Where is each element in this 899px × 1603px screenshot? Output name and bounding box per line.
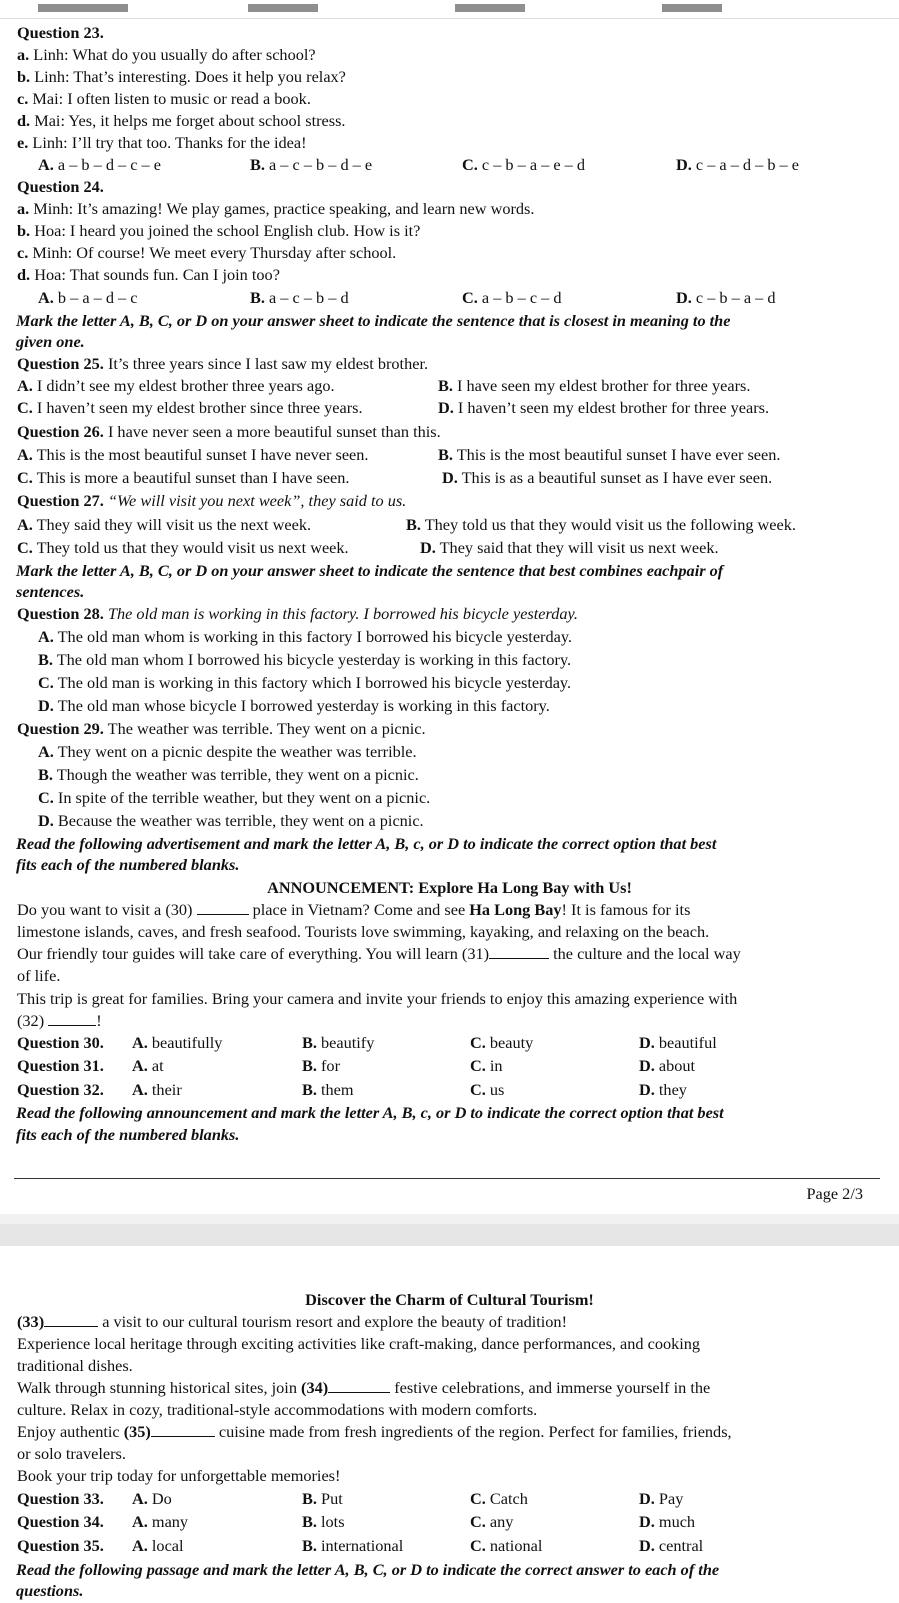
q23-line-e: e. Linh: I’ll try that too. Thanks for the idea! [17,133,307,152]
q27-option-d[interactable]: D. They said that they will visit us next week. [420,538,719,557]
q29-option-b[interactable]: B. Though the weather was terrible, they went on a picnic. [38,765,419,784]
instruction-closest-meaning: Mark the letter A, B, C, or D on your answer sheet to indicate the sentence that is closest in meaning to the [16,311,731,330]
instruction-passage: Read the following passage and mark the letter A, B, C, or D to indicate the correct answer to each of the [16,1560,720,1579]
question-33: Question 33. [17,1489,104,1508]
q30-option-c[interactable]: C. beauty [470,1033,534,1052]
q27-option-b[interactable]: B. They told us that they would visit us the following week. [406,515,796,534]
q28-option-a[interactable]: A. The old man whom is working in this factory I borrowed his bicycle yesterday. [38,627,573,646]
instruction-advertisement: Read the following advertisement and mark the letter A, B, c, or D to indicate the correct option that best [16,834,717,853]
q28-option-d[interactable]: D. The old man whose bicycle I borrowed yesterday is working in this factory. [38,696,550,715]
q25-option-d[interactable]: D. I haven’t seen my eldest brother for three years. [438,398,770,417]
q23-option-d[interactable]: D. c – a – d – b – e [676,155,799,174]
q23-option-c[interactable]: C. c – b – a – e – d [462,155,585,174]
q26-option-d[interactable]: D. This is as a beautiful sunset as I have ever seen. [442,468,773,487]
q30-option-a[interactable]: A. beautifully [132,1033,223,1052]
instruction-combine: Mark the letter A, B, C, or D on your answer sheet to indicate the sentence that best combines eachpair of [16,561,724,580]
q31-option-d[interactable]: D. about [639,1056,696,1075]
q31-option-a[interactable]: A. at [132,1056,164,1075]
q29-option-d[interactable]: D. Because the weather was terrible, they went on a picnic. [38,811,424,830]
q33-option-c[interactable]: C. Catch [470,1489,528,1508]
q24-option-d[interactable]: D. c – b – a – d [676,288,776,307]
instruction-combine-cont: sentences. [16,582,85,601]
q26-option-a[interactable]: A. This is the most beautiful sunset I have never seen. [17,445,369,464]
q35-option-d[interactable]: D. central [639,1536,704,1555]
q30-option-b[interactable]: B. beautify [302,1033,375,1052]
ad-line-3: Our friendly tour guides will take care of everything. You will learn (31) the culture and the local way [17,944,741,963]
q26-option-b[interactable]: B. This is the most beautiful sunset I have ever seen. [438,445,781,464]
q32-option-a[interactable]: A. their [132,1080,182,1099]
question-29: Question 29. The weather was terrible. They went on a picnic. [17,719,426,738]
instruction-announcement: Read the following announcement and mark the letter A, B, c, or D to indicate the correct option that best [16,1103,724,1122]
question-23-title: Question 23. [17,23,104,42]
question-26: Question 26. I have never seen a more beautiful sunset than this. [17,422,441,441]
ad-line-2: limestone islands, caves, and fresh seafood. Tourists love swimming, kayaking, and relaxing on the beach. [17,922,710,941]
question-27: Question 27. “We will visit you next week”, they said to us. [17,491,407,510]
q35-option-c[interactable]: C. national [470,1536,543,1555]
q24-line-d: d. Hoa: That sounds fun. Can I join too? [17,265,280,284]
ad-line-1: Do you want to visit a (30) place in Vietnam? Come and see Ha Long Bay! It is famous for its [17,900,691,919]
culture-line-6: Enjoy authentic (35) cuisine made from fresh ingredients of the region. Perfect for families, friends, [17,1422,732,1441]
q25-option-b[interactable]: B. I have seen my eldest brother for three years. [438,376,751,395]
question-28: Question 28. The old man is working in this factory. I borrowed his bicycle yesterday. [17,604,578,623]
q31-option-b[interactable]: B. for [302,1056,340,1075]
q23-option-a[interactable]: A. a – b – d – c – e [38,155,161,174]
q24-line-c: c. Minh: Of course! We meet every Thursday after school. [17,243,397,262]
q34-option-d[interactable]: D. much [639,1512,696,1531]
question-34: Question 34. [17,1512,104,1531]
culture-line-5: culture. Relax in cozy, traditional-style accommodations with modern comforts. [17,1400,538,1419]
question-25: Question 25. It’s three years since I last saw my eldest brother. [17,354,429,373]
question-30: Question 30. [17,1033,104,1052]
q23-line-c: c. Mai: I often listen to music or read a book. [17,89,311,108]
q35-option-a[interactable]: A. local [132,1536,184,1555]
q28-option-b[interactable]: B. The old man whom I borrowed his bicycle yesterday is working in this factory. [38,650,572,669]
question-32: Question 32. [17,1080,104,1099]
culture-line-4: Walk through stunning historical sites, join (34) festive celebrations, and immerse yourself in the [17,1378,711,1397]
q35-option-b[interactable]: B. international [302,1536,404,1555]
culture-line-1: (33) a visit to our cultural tourism resort and explore the beauty of tradition! [17,1312,567,1331]
q27-option-c[interactable]: C. They told us that they would visit us next week. [17,538,349,557]
ad-line-6: (32) ! [17,1011,102,1030]
q25-option-a[interactable]: A. I didn’t see my eldest brother three years ago. [17,376,335,395]
q33-option-a[interactable]: A. Do [132,1489,172,1508]
q34-option-c[interactable]: C. any [470,1512,514,1531]
q24-line-a: a. Minh: It’s amazing! We play games, practice speaking, and learn new words. [17,199,535,218]
culture-line-8: Book your trip today for unforgettable memories! [17,1466,341,1485]
q24-option-a[interactable]: A. b – a – d – c [38,288,138,307]
culture-title: Discover the Charm of Cultural Tourism! [305,1290,594,1309]
culture-line-3: traditional dishes. [17,1356,133,1375]
q23-line-b: b. Linh: That’s interesting. Does it help you relax? [17,67,346,86]
q24-option-c[interactable]: C. a – b – c – d [462,288,562,307]
q32-option-c[interactable]: C. us [470,1080,505,1099]
question-35: Question 35. [17,1536,104,1555]
ad-line-5: This trip is great for families. Bring your camera and invite your friends to enjoy this amazing experience with [17,989,738,1008]
q25-option-c[interactable]: C. I haven’t seen my eldest brother since three years. [17,398,363,417]
page-footer-rule [14,1178,880,1179]
page-gap [0,1224,899,1246]
q31-option-c[interactable]: C. in [470,1056,503,1075]
announcement-title: ANNOUNCEMENT: Explore Ha Long Bay with Us! [267,878,632,897]
ad-line-4: of life. [17,966,61,985]
culture-line-7: or solo travelers. [17,1444,126,1463]
q30-option-d[interactable]: D. beautiful [639,1033,717,1052]
q29-option-a[interactable]: A. They went on a picnic despite the weather was terrible. [38,742,417,761]
q24-option-b[interactable]: B. a – c – b – d [250,288,349,307]
q33-option-b[interactable]: B. Put [302,1489,343,1508]
culture-line-2: Experience local heritage through exciting activities like craft-making, dance performances, and cooking [17,1334,701,1353]
q32-option-d[interactable]: D. they [639,1080,687,1099]
q23-line-d: d. Mai: Yes, it helps me forget about school stress. [17,111,346,130]
q34-option-a[interactable]: A. many [132,1512,189,1531]
page-number: Page 2/3 [806,1184,863,1203]
question-31: Question 31. [17,1056,104,1075]
q28-option-c[interactable]: C. The old man is working in this factory which I borrowed his bicycle yesterday. [38,673,572,692]
instruction-closest-meaning-cont: given one. [16,332,85,351]
cropped-previous-line [0,0,899,19]
q29-option-c[interactable]: C. In spite of the terrible weather, but they went on a picnic. [38,788,431,807]
instruction-announcement-cont: fits each of the numbered blanks. [16,1125,240,1144]
instruction-advertisement-cont: fits each of the numbered blanks. [16,855,240,874]
q23-option-b[interactable]: B. a – c – b – d – e [250,155,373,174]
q34-option-b[interactable]: B. lots [302,1512,345,1531]
q26-option-c[interactable]: C. This is more a beautiful sunset than I have seen. [17,468,350,487]
q33-option-d[interactable]: D. Pay [639,1489,684,1508]
q27-option-a[interactable]: A. They said they will visit us the next week. [17,515,312,534]
q24-line-b: b. Hoa: I heard you joined the school English club. How is it? [17,221,421,240]
question-24-title: Question 24. [17,177,104,196]
q32-option-b[interactable]: B. them [302,1080,354,1099]
page-gap-fade [0,1214,899,1224]
q23-line-a: a. Linh: What do you usually do after school? [17,45,316,64]
instruction-passage-cont: questions. [16,1581,84,1600]
